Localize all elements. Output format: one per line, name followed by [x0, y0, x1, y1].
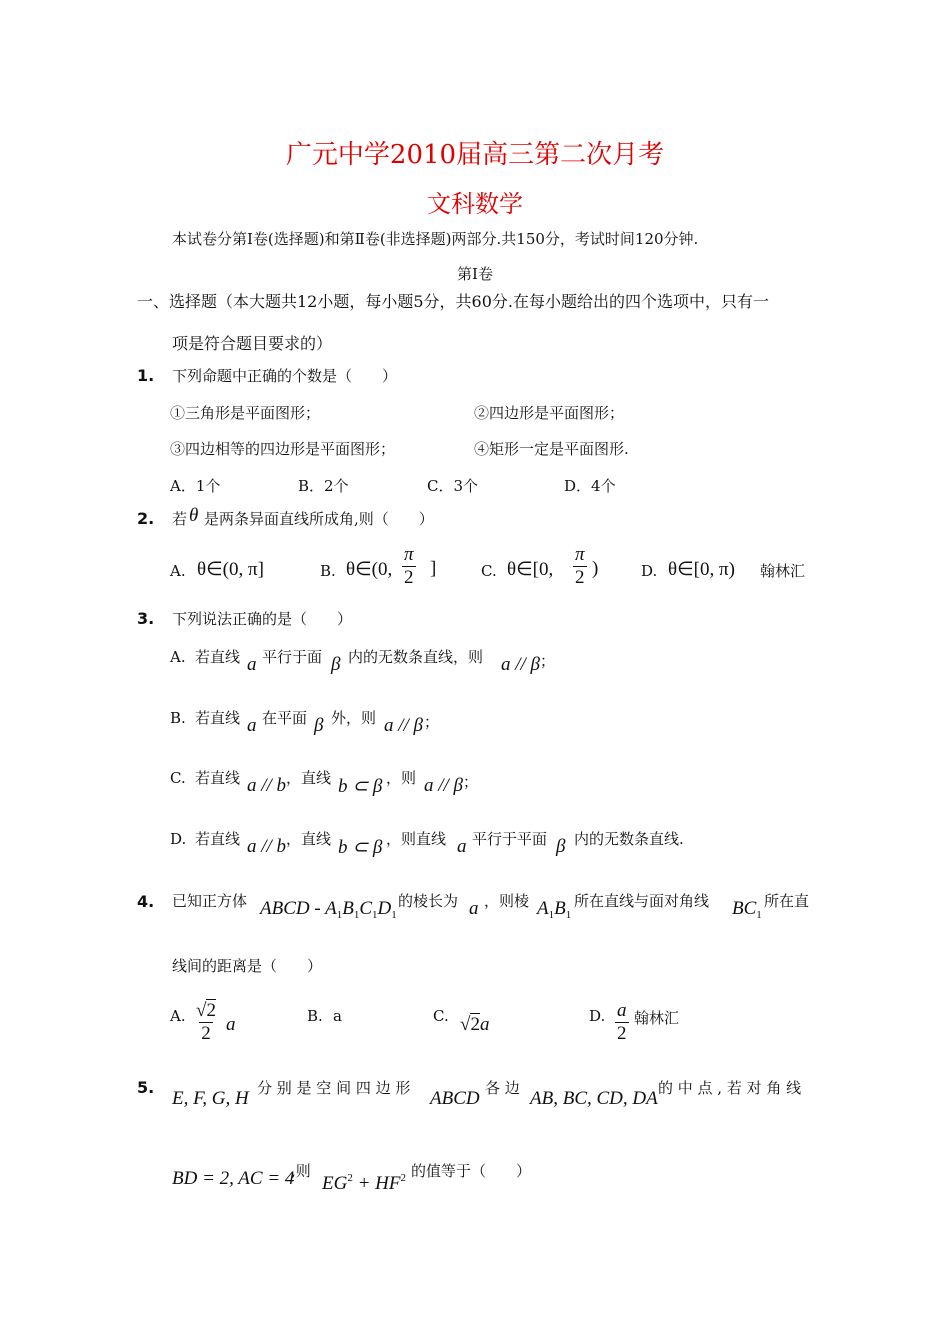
option-b-text: ； — [424, 713, 440, 731]
question-stem: 下列命题中正确的个数是（ ） — [172, 367, 398, 385]
question-stem: 是两条异面直线所成角,则（ ） — [204, 510, 434, 528]
statement-3: ③四边相等的四边形是平面图形； — [170, 440, 396, 458]
points-list: E, F, G, H — [172, 1088, 249, 1109]
cube-name: ABCD - $A_1B_1C_1D_1$ — [260, 898, 397, 921]
question-text: 分 别 是 空 间 四 边 形 — [257, 1079, 411, 1097]
option-d-label: D. — [641, 562, 658, 580]
math-var: a — [457, 836, 467, 857]
math-expr: a // b — [247, 775, 287, 796]
exam-intro: 本试卷分第Ⅰ卷(选择题)和第Ⅱ卷(非选择题)两部分.共150分，考试时间120分钟. — [172, 230, 699, 248]
question-text: 所在直 — [764, 892, 810, 910]
option-b-close: ] — [430, 558, 437, 579]
math-expr: a // b — [247, 836, 287, 857]
question-text: 的棱长为 — [398, 892, 459, 910]
math-expr: b ⊂ β — [338, 837, 383, 858]
statement-2: ②四边形是平面图形； — [474, 404, 625, 422]
question-number: 4. — [137, 892, 155, 911]
option-a-text: 若直线 — [195, 648, 241, 666]
question-number: 3. — [137, 609, 155, 628]
option-b-text: 若直线 — [195, 709, 241, 727]
statement-1: ①三角形是平面图形； — [170, 404, 321, 422]
pi-over-2-fraction: $\frac{\pi}{2}$ — [403, 544, 414, 588]
math-var: a — [469, 898, 479, 919]
option-a-label: A. — [170, 562, 186, 580]
diagonal-name: $BC_1$ — [732, 898, 762, 921]
option-b-text: 外，则 — [331, 709, 377, 727]
math-expr: a // β — [501, 654, 541, 675]
option-d-math: θ∈[0, π) — [668, 559, 735, 580]
math-expr: a // β — [384, 715, 424, 736]
a-over-2-fraction: $\frac{a}{2}$ — [617, 1000, 627, 1044]
option-a: A．1个 — [170, 477, 221, 495]
quad-name: ABCD — [430, 1088, 480, 1109]
math-var: β — [314, 715, 324, 736]
question-text: 各 边 — [485, 1079, 520, 1097]
diagonal-lengths: BD = 2, AC = 4 — [172, 1168, 295, 1189]
option-c-math: √2a — [460, 1014, 490, 1035]
section-heading: 一、选择题（本大题共12小题，每小题5分，共60分.在每小题给出的四个选项中，只有一 — [137, 292, 769, 311]
question-text: ，则棱 — [484, 892, 530, 910]
question-stem-pre: 若 — [172, 510, 188, 528]
option-c-close: ) — [592, 558, 599, 579]
theta-symbol: θ — [189, 505, 199, 526]
question-text: 已知正方体 — [172, 892, 248, 910]
math-var: a — [247, 715, 257, 736]
option-d-text: 若直线 — [195, 830, 241, 848]
sqrt2-over-2-fraction: $\frac{√2}{2}$ — [196, 1000, 216, 1044]
option-b-label: B. — [170, 709, 186, 727]
option-b: B．2个 — [298, 477, 349, 495]
option-d-text: 平行于平面 — [472, 830, 548, 848]
option-d-label: D. — [589, 1007, 606, 1025]
question-stem: 下列说法正确的是（ ） — [172, 610, 353, 628]
option-c-text: ，直线 — [286, 769, 332, 787]
option-a-text: ； — [540, 652, 556, 670]
option-c-label: C. — [433, 1007, 449, 1025]
option-d-text: ，则直线 — [386, 830, 447, 848]
question-text: 的 中 点 , 若 对 角 线 — [658, 1079, 802, 1097]
question-text: ,则 — [291, 1162, 311, 1180]
option-d: D．4个 — [564, 477, 616, 495]
edge-name: $A_1B_1$ — [537, 898, 572, 921]
statement-4: ④矩形一定是平面图形. — [474, 440, 629, 458]
math-var: a — [247, 654, 257, 675]
option-a-math: θ∈(0, π] — [197, 559, 264, 580]
question-number: 2. — [137, 509, 155, 528]
question-text: 所在直线与面对角线 — [574, 892, 710, 910]
question-number: 1. — [137, 366, 155, 385]
question-number: 5. — [137, 1078, 155, 1097]
math-var: β — [331, 654, 341, 675]
option-d-tail: 翰林汇 — [634, 1009, 680, 1027]
option-c-text: ，则 — [386, 769, 417, 787]
option-d-label: D. — [170, 830, 187, 848]
option-b-value: a — [333, 1007, 342, 1025]
option-d-tail: 翰林汇 — [760, 562, 806, 580]
math-expr: a // β — [424, 775, 464, 796]
part-label: 第Ⅰ卷 — [457, 265, 493, 283]
option-c-label: C. — [481, 562, 497, 580]
question-text-cont: 线间的距离是（ ） — [172, 957, 323, 975]
math-expr: b ⊂ β — [338, 776, 383, 797]
math-var: β — [556, 836, 566, 857]
section-heading-cont: 项是符合题目要求的） — [172, 334, 333, 353]
option-a-label: A. — [170, 648, 186, 666]
exam-title: 广元中学2010届高三第二次月考 — [285, 140, 665, 170]
pi-over-2-fraction: $\frac{\pi}{2}$ — [574, 544, 585, 588]
option-a-label: A. — [170, 1007, 186, 1025]
option-d-text: 内的无数条直线. — [574, 830, 684, 848]
option-c-label: C. — [170, 769, 186, 787]
exam-subtitle: 文科数学 — [427, 190, 523, 218]
option-c: C．3个 — [427, 477, 479, 495]
option-b-text: 在平面 — [262, 709, 308, 727]
option-c-text: ； — [463, 773, 479, 791]
option-a-text: 内的无数条直线，则 — [348, 648, 484, 666]
math-var: a — [226, 1014, 236, 1035]
option-a-text: 平行于面 — [262, 648, 323, 666]
option-b-math: θ∈(0, — [346, 559, 393, 580]
option-b-label: B. — [320, 562, 336, 580]
option-d-text: ，直线 — [286, 830, 332, 848]
option-c-text: 若直线 — [195, 769, 241, 787]
target-expression: $EG^2 + HF^2$ — [322, 1172, 406, 1194]
edges-list: AB, BC, CD, DA — [530, 1088, 658, 1109]
option-b-label: B. — [307, 1007, 323, 1025]
option-c-math: θ∈[0, — [507, 559, 554, 580]
question-text: 的值等于（ ） — [411, 1162, 532, 1180]
